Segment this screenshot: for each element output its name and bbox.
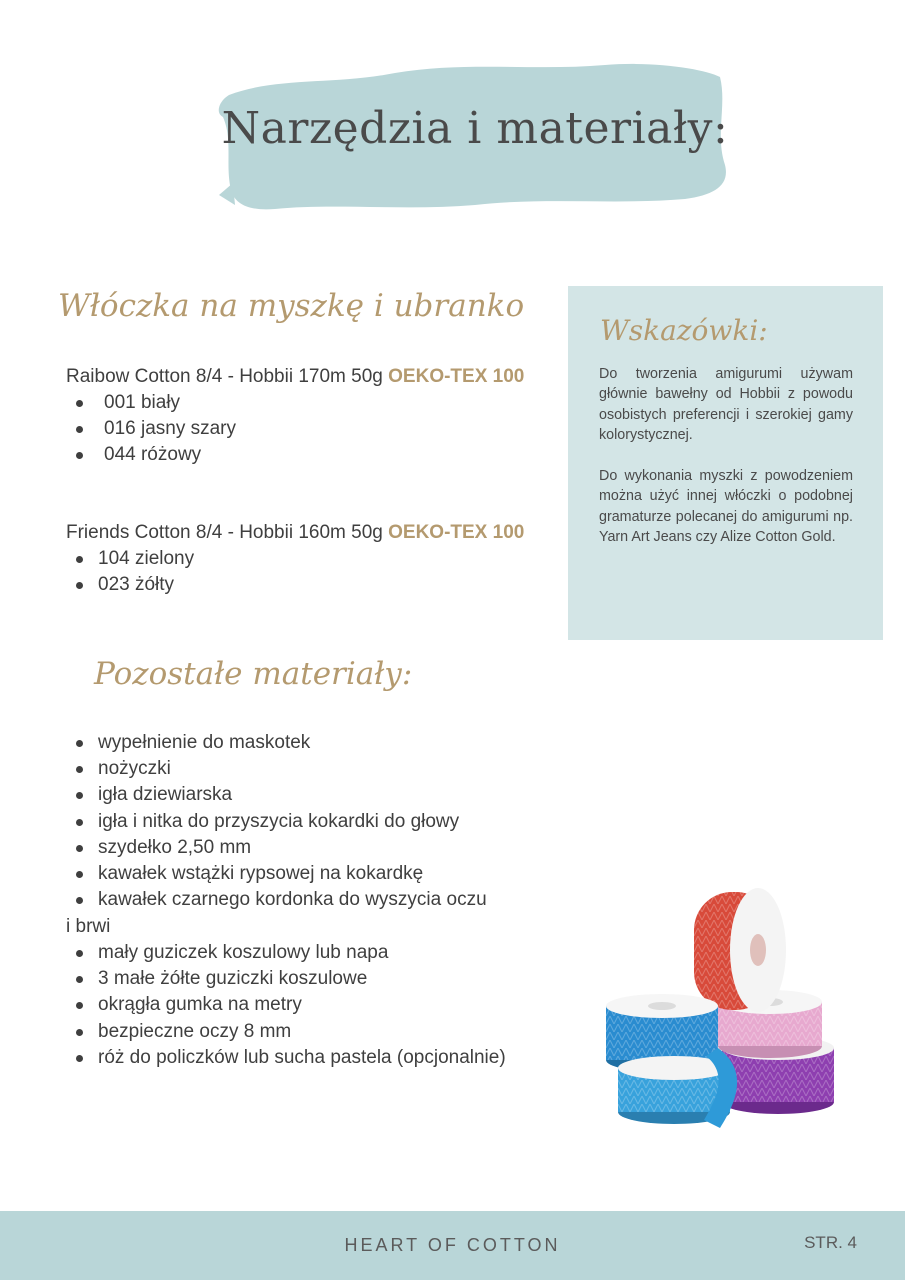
tips-paragraph-2: Do wykonania myszki z powodzeniem można użyć innej włóczki o podobnej gramaturze polecanej do amigurumi np. Yarn Art Jeans czy Alize Cotton Gold. (599, 468, 853, 546)
bullet-icon (76, 1002, 83, 1009)
list-item-wrap-text: i brwi (66, 916, 111, 937)
list-item: 001 biały (104, 390, 236, 416)
yarn-group-2-cert: OEKO-TEX 100 (388, 522, 525, 543)
bullet-icon (76, 1029, 83, 1036)
list-item: róż do policzków lub sucha pastela (opcjonalnie) (98, 1045, 506, 1071)
list-item: 016 jasny szary (104, 416, 236, 442)
yarn-group-2-name: Friends Cotton 8/4 - Hobbii 160m 50g (66, 522, 383, 543)
tips-box (568, 286, 883, 640)
page-title: Narzędzia i materiały: (221, 103, 729, 154)
yarn-group-1-cert: OEKO-TEX 100 (388, 366, 525, 387)
list-item: nożyczki (98, 756, 487, 782)
bullet-icon (76, 897, 83, 904)
yarn-group-1-name: Raibow Cotton 8/4 - Hobbii 170m 50g (66, 366, 383, 387)
bullet-icon (76, 582, 83, 589)
list-item: mały guziczek koszulowy lub napa (98, 940, 506, 966)
yarn-group-2-list (98, 546, 194, 598)
yarn-group-2-title (66, 522, 524, 544)
bullet-icon (76, 976, 83, 983)
bullet-icon (76, 819, 83, 826)
footer (0, 1211, 905, 1280)
title-banner (215, 55, 735, 220)
list-item: wypełnienie do maskotek (98, 730, 487, 756)
tips-paragraph-1: Do tworzenia amigurumi używam głównie bawełny od Hobbii z powodu osobistych preferencji i szerokiej gamy kolorystycznej. (599, 366, 853, 444)
bullet-icon (76, 845, 83, 852)
list-item: 044 różowy (104, 442, 236, 468)
bullet-icon (76, 740, 83, 747)
list-item: kawałek wstążki rypsowej na kokardkę (98, 861, 487, 887)
list-item: igła i nitka do przyszycia kokardki do głowy (98, 809, 487, 835)
ribbon-spools-image (598, 880, 848, 1135)
footer-brand: HEART OF COTTON (344, 1235, 561, 1255)
yarn-group-1-title (66, 366, 524, 388)
bullet-icon (76, 766, 83, 773)
bullet-icon (76, 452, 83, 459)
bullet-icon (76, 950, 83, 957)
bullet-icon (76, 871, 83, 878)
bullet-icon (76, 792, 83, 799)
bullet-icon (76, 426, 83, 433)
list-item: szydełko 2,50 mm (98, 835, 487, 861)
list-item: 3 małe żółte guziczki koszulowe (98, 966, 506, 992)
list-item: igła dziewiarska (98, 782, 487, 808)
other-materials-list-b (98, 940, 506, 1071)
bullet-icon (76, 556, 83, 563)
yarn-heading: Włóczka na myszkę i ubranko (58, 288, 525, 324)
page-number: STR. 4 (804, 1233, 857, 1252)
yarn-group-1-list (104, 390, 236, 469)
list-item: bezpieczne oczy 8 mm (98, 1019, 506, 1045)
list-item: okrągła gumka na metry (98, 992, 506, 1018)
other-materials-heading: Pozostałe materiały: (94, 656, 413, 692)
tips-heading: Wskazówki: (600, 314, 768, 347)
bullet-icon (76, 1055, 83, 1062)
bullet-icon (76, 400, 83, 407)
other-materials-list-a (98, 730, 487, 913)
list-item: 023 żółty (98, 572, 194, 598)
list-item: 104 zielony (98, 546, 194, 572)
list-item: kawałek czarnego kordonka do wyszycia oczu (98, 887, 487, 913)
